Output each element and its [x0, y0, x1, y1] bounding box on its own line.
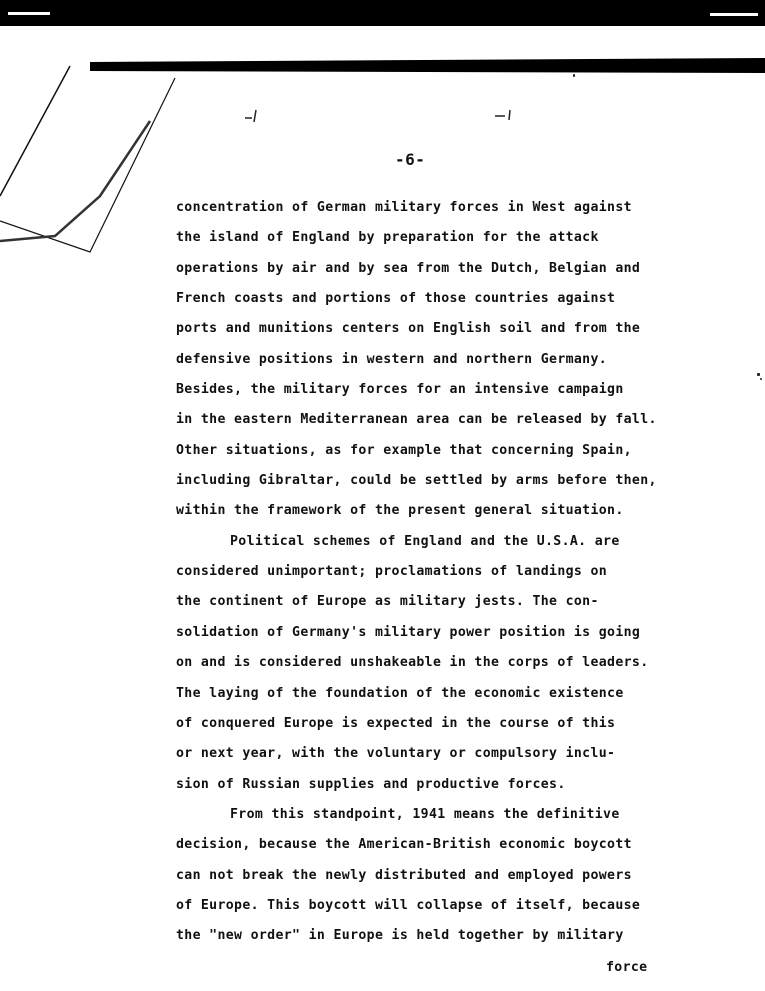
- scan-speck: [760, 378, 762, 380]
- scan-nick-left: [8, 12, 50, 15]
- text-line: Political schemes of England and the U.S.A. are: [230, 533, 620, 549]
- fold-shadow-band: [90, 58, 765, 73]
- document-body: [176, 193, 736, 952]
- scan-nick-right: [710, 13, 758, 16]
- scan-mark-right: [495, 110, 510, 120]
- text-line: ports and munitions centers on English soil and from the: [176, 321, 641, 337]
- text-line: The laying of the foundation of the economic existence: [176, 685, 624, 701]
- text-line: Besides, the military forces for an intensive campaign: [176, 382, 624, 398]
- text-line: French coasts and portions of those countries against: [176, 291, 616, 307]
- text-line: operations by air and by sea from the Dutch, Belgian and: [176, 260, 641, 276]
- text-line: the continent of Europe as military jests. The con-: [176, 594, 599, 610]
- text-line: can not break the newly distributed and employed powers: [176, 867, 632, 883]
- text-line: or next year, with the voluntary or compulsory inclu-: [176, 746, 616, 762]
- text-line: of Europe. This boycott will collapse of itself, because: [176, 897, 641, 913]
- scan-mark-left: [245, 110, 256, 122]
- text-line: defensive positions in western and northern Germany.: [176, 351, 608, 367]
- text-line: the "new order" in Europe is held together by military: [176, 928, 624, 944]
- text-line: concentration of German military forces in West against: [176, 200, 632, 215]
- fold-crease-inner: [0, 121, 150, 241]
- fold-crease-left: [0, 66, 70, 196]
- text-line: sion of Russian supplies and productive forces.: [176, 776, 566, 792]
- text-line: within the framework of the present general situation.: [176, 503, 624, 519]
- scan-speck: [573, 74, 575, 77]
- text-line: of conquered Europe is expected in the course of this: [176, 715, 616, 731]
- catchword: force: [606, 960, 648, 975]
- fold-crease-corner: [0, 78, 175, 252]
- page-number: -6-: [395, 150, 426, 169]
- text-line: Other situations, as for example that concerning Spain,: [176, 442, 632, 458]
- text-line: in the eastern Mediterranean area can be released by fall.: [176, 412, 657, 428]
- text-line: From this standpoint, 1941 means the definitive: [230, 806, 620, 822]
- scan-speck: [757, 373, 760, 376]
- text-line: on and is considered unshakeable in the corps of leaders.: [176, 655, 649, 671]
- text-line: including Gibraltar, could be settled by arms before then,: [176, 473, 657, 489]
- text-line: solidation of Germany's military power position is going: [176, 624, 641, 640]
- text-line: considered unimportant; proclamations of landings on: [176, 564, 608, 580]
- text-line: the island of England by preparation for the attack: [176, 230, 599, 246]
- scan-border-top: [0, 0, 765, 26]
- text-line: decision, because the American-British economic boycott: [176, 837, 632, 853]
